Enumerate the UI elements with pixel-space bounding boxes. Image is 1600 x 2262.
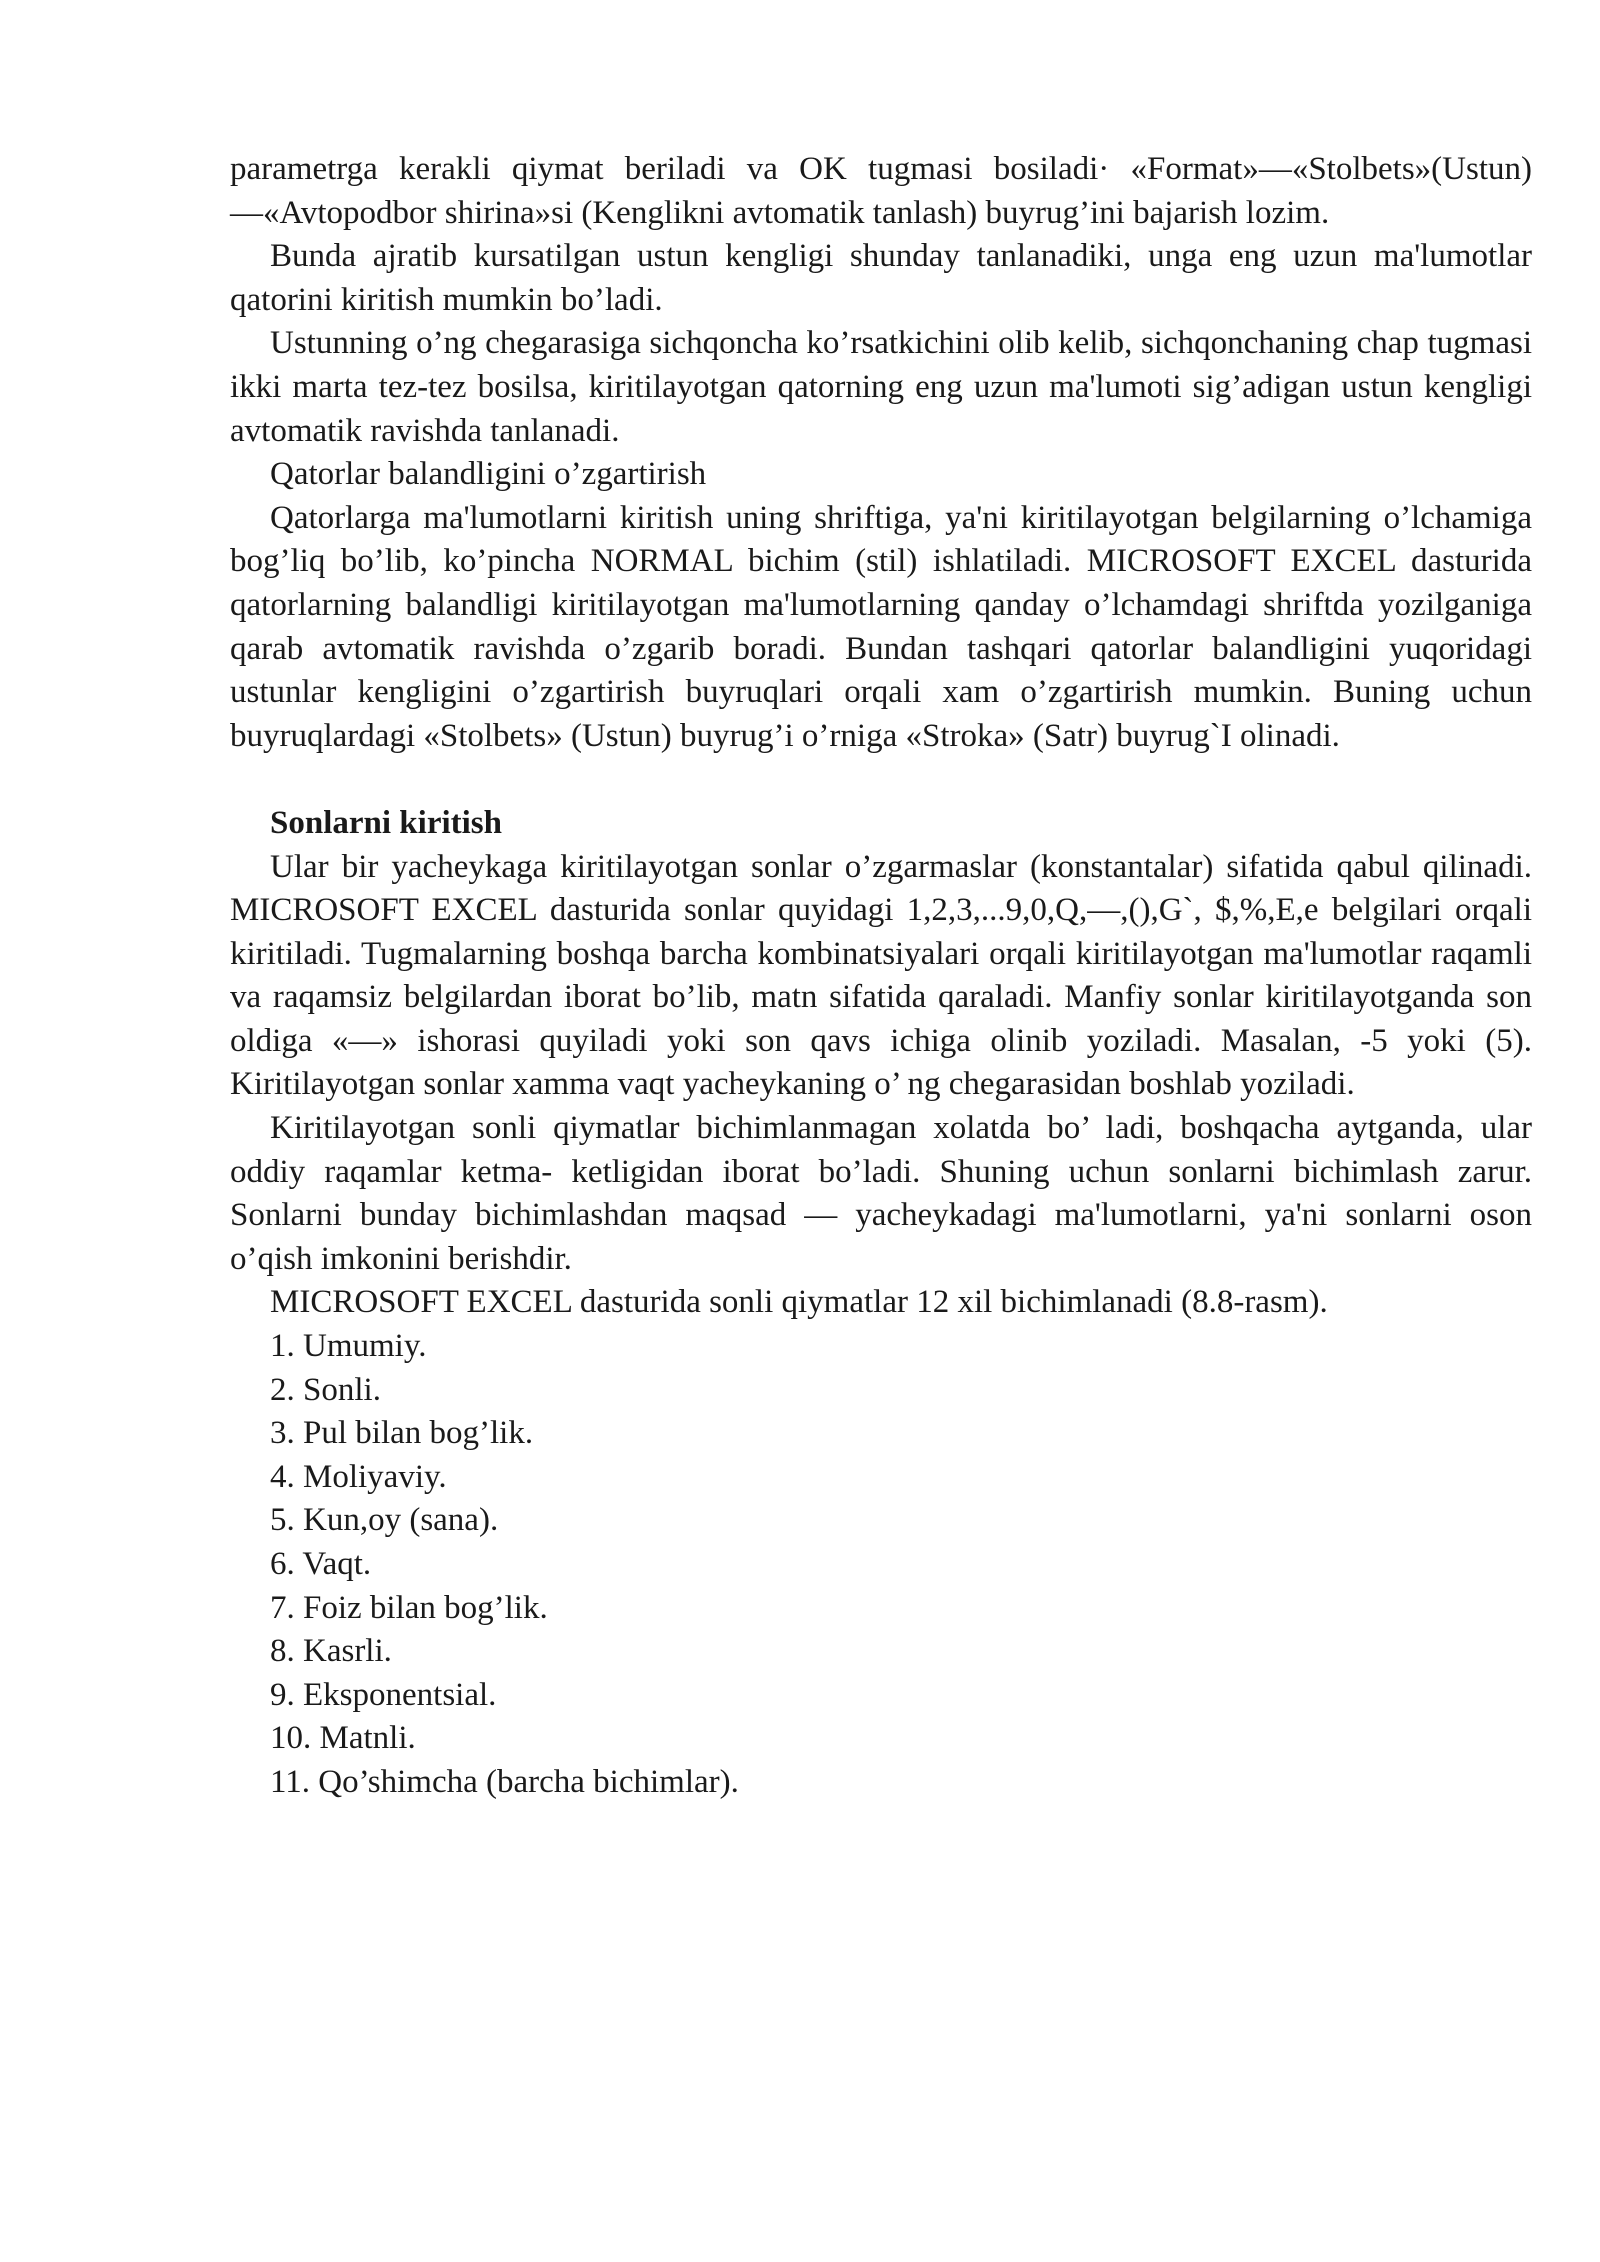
list-item: 3. Pul bilan bog’lik. [270,1415,534,1452]
list-item: 10. Matnli. [270,1720,416,1757]
list-item: 7. Foiz bilan bog’lik. [270,1589,548,1626]
list-item: 2. Sonli. [270,1371,381,1408]
subheading-row-height: Qatorlar balandligini o’zgartirish [270,456,707,493]
list-item: 8. Kasrli. [270,1633,392,1670]
paragraph-row-height: Qatorlarga ma'lumotlarni kiritish uning shriftiga, ya'ni kiritilayotgan belgilarning o’lchamiga bog’liq bo’lib, ko’pincha NORMAL bichim (stil) ishlatiladi. MICROSOFT EXCEL dasturida qatorlarning balandligi kiritilayotgan ma'lumotlarning qanday o’lchamdagi shriftda yozilganiga qarab avtomatik ravishda o’zgarib boradi. Bundan tashqari qatorlar balandligini yuqoridagi ustunlar kengligini o’zgartirish buyruqlari orqali xam o’zgartirish mumkin. Buning uchun buyruqlardagi «Stolbets» (Ustun) buyrug’i o’rniga «Stroka» (Satr) buyrug`I olinadi. [230,499,1532,754]
list-item: 6. Vaqt. [270,1546,372,1582]
document-page [230,148,1532,1805]
paragraph-format-command: parametrga kerakli qiymat beriladi va OK tugmasi bosiladi· «Format»—«Stolbets»(Ustun) —«Avtopodbor shirina»si (Kenglikni avtomatik tanlash) buyrug’ini bajarish lozim. [230,151,1532,231]
paragraph-number-format: Kiritilayotgan sonli qiymatlar bichimlanmagan xolatda bo’ ladi, boshqacha aytganda, ular oddiy raqamlar ketma- ketligidan iborat bo’ladi. Shuning uchun sonlarni bichimlash zarur. Sonlarni bunday bichimlashdan maqsad — yacheykadagi ma'lumotlarni, ya'ni sonlarni oson o’qish imkonini berishdir. [230,1110,1532,1277]
format-list [230,1325,1532,1805]
paragraph-double-click: Ustunning o’ng chegarasiga sichqoncha ko’rsatkichini olib kelib, sichqonchaning chap tugmasi ikki marta tez-tez bosilsa, kiritilayotgan qatorning eng uzun ma'lumoti sig’adigan ustun kengligi avtomatik ravishda tanlanadi. [230,325,1532,449]
list-item: 1. Umumiy. [270,1328,427,1365]
list-item: 9. Eksponentsial. [270,1676,497,1713]
paragraph-format-types: MICROSOFT EXCEL dasturida sonli qiymatlar 12 xil bichimlanadi (8.8-rasm). [270,1284,1328,1321]
section-heading: Sonlarni kiritish [270,804,502,841]
list-item: 11. Qo’shimcha (barcha bichimlar). [270,1763,739,1800]
paragraph-column-width: Bunda ajratib kursatilgan ustun kengligi shunday tanlanadiki, unga eng uzun ma'lumotlar qatorini kiritish mumkin bo’ladi. [230,238,1532,318]
list-item: 5. Kun,oy (sana). [270,1502,499,1539]
paragraph-number-input: Ular bir yacheykaga kiritilayotgan sonlar o’zgarmaslar (konstantalar) sifatida qabul qilinadi. MICROSOFT EXCEL dasturida sonlar quyidagi 1,2,3,...9,0,Q,—,(),G`, $,%,E,e belgilari orqali kiritiladi. Tugmalarning boshqa barcha kombinatsiyalari orqali kiritilayotgan ma'lumotlar raqamli va raqamsiz belgilardan iborat bo’lib, matn sifatida qaraladi. Manfiy sonlar kiritilayotganda son oldiga «—» ishorasi quyiladi yoki son qavs ichiga olinib yoziladi. Masalan, -5 yoki (5). Kiritilayotgan sonlar xamma vaqt yacheykaning o’ ng chegarasidan boshlab yoziladi. [230,848,1532,1103]
list-item: 4. Moliyaviy. [270,1458,447,1495]
